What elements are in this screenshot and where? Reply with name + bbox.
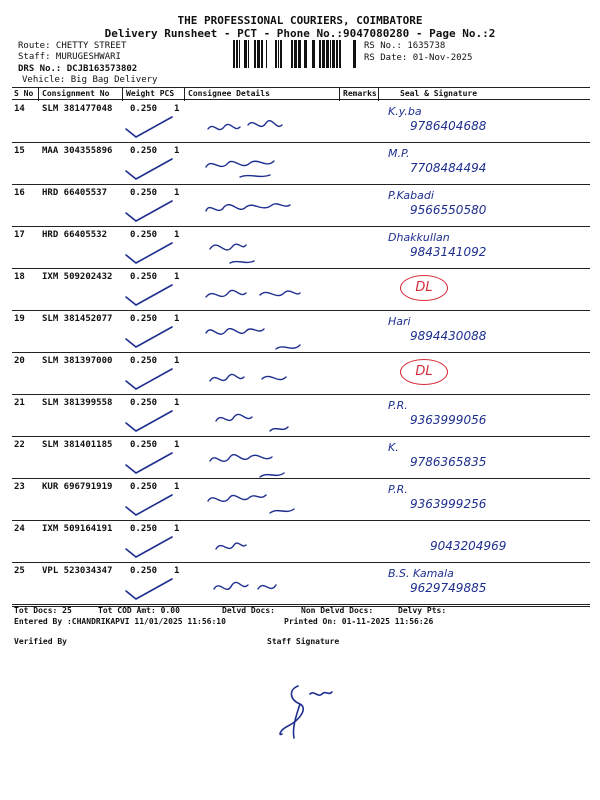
row-pcs: 1	[174, 272, 180, 282]
receiver-phone: 9786365835	[410, 455, 487, 469]
drs-number: DRS No.: DCJB163573802	[18, 64, 138, 74]
row-consignment-no: HRD 66405537	[42, 188, 108, 198]
col-divider	[122, 87, 123, 101]
staff-signature-scribble	[270, 676, 350, 746]
row-weight: 0.250	[130, 188, 158, 198]
receiver-name: K.y.ba	[388, 105, 422, 118]
row-sno: 20	[14, 356, 25, 366]
delivery-tick-and-consignee-signature	[120, 271, 350, 311]
row-weight: 0.250	[130, 146, 158, 156]
row-consignment-no: KUR 696791919	[42, 482, 113, 492]
delivered-stamp: DL	[400, 275, 448, 301]
col-remarks: Remarks	[343, 89, 377, 98]
row-pcs: 1	[174, 524, 180, 534]
rs-number: RS No.: 1635738	[364, 41, 446, 51]
delivery-points: Delvy Pts:	[398, 606, 447, 615]
col-divider	[184, 87, 185, 101]
row-pcs: 1	[174, 230, 180, 240]
table-row	[0, 479, 600, 521]
receiver-name: Dhakkullan	[388, 231, 450, 244]
row-consignment-no: SLM 381397000	[42, 356, 113, 366]
col-seal-signature: Seal & Signature	[400, 89, 478, 98]
row-pcs: 1	[174, 104, 180, 114]
receiver-phone: 9363999056	[410, 413, 487, 427]
col-divider	[339, 87, 340, 101]
rs-date: RS Date: 01-Nov-2025	[364, 53, 473, 63]
staff-label: Staff: MURUGESHWARI	[18, 52, 121, 62]
row-weight: 0.250	[130, 356, 158, 366]
receiver-phone: 9566550580	[410, 203, 487, 217]
table-row	[0, 437, 600, 479]
row-sno: 14	[14, 104, 25, 114]
row-weight: 0.250	[130, 524, 158, 534]
receiver-phone: 9363999256	[410, 497, 487, 511]
barcode-image	[233, 40, 358, 68]
receiver-phone: 9894430088	[410, 329, 487, 343]
delivery-tick-and-consignee-signature	[120, 523, 350, 563]
delivery-tick-and-consignee-signature	[120, 565, 350, 605]
verified-by: Verified By	[14, 637, 67, 646]
row-pcs: 1	[174, 188, 180, 198]
row-consignment-no: SLM 381401185	[42, 440, 113, 450]
row-sno: 19	[14, 314, 25, 324]
delivery-tick-and-consignee-signature	[120, 313, 350, 353]
row-pcs: 1	[174, 440, 180, 450]
row-sno: 16	[14, 188, 25, 198]
row-pcs: 1	[174, 566, 180, 576]
row-pcs: 1	[174, 482, 180, 492]
table-row	[0, 353, 600, 395]
row-weight: 0.250	[130, 314, 158, 324]
delivery-tick-and-consignee-signature	[120, 439, 350, 479]
row-weight: 0.250	[130, 440, 158, 450]
table-row	[0, 269, 600, 311]
receiver-phone: 7708484494	[410, 161, 487, 175]
receiver-phone: 9629749885	[410, 581, 487, 595]
col-divider	[378, 87, 379, 101]
row-consignment-no: SLM 381399558	[42, 398, 113, 408]
row-sno: 22	[14, 440, 25, 450]
table-row	[0, 521, 600, 563]
row-consignment-no: HRD 66405532	[42, 230, 108, 240]
delivery-tick-and-consignee-signature	[120, 481, 350, 521]
delivery-tick-and-consignee-signature	[120, 229, 350, 269]
table-row	[0, 101, 600, 143]
row-sno: 15	[14, 146, 25, 156]
table-row	[0, 185, 600, 227]
row-pcs: 1	[174, 356, 180, 366]
route-label: Route: CHETTY STREET	[18, 41, 127, 51]
table-row	[0, 563, 600, 605]
delivered-stamp: DL	[400, 359, 448, 385]
delivery-tick-and-consignee-signature	[120, 145, 350, 185]
receiver-phone: 9843141092	[410, 245, 487, 259]
row-weight: 0.250	[130, 272, 158, 282]
staff-signature-label: Staff Signature	[267, 637, 340, 646]
receiver-name: M.P.	[388, 147, 410, 160]
delivered-docs: Delvd Docs:	[222, 606, 275, 615]
total-docs: Tot Docs: 25	[14, 606, 72, 615]
runsheet-subtitle: Delivery Runsheet - PCT - Phone No.:9047080280 - Page No.:2	[104, 27, 496, 40]
printed-on: Printed On: 01-11-2025 11:56:26	[284, 617, 434, 626]
row-consignment-no: IXM 509164191	[42, 524, 113, 534]
table-row	[0, 311, 600, 353]
row-consignment-no: MAA 304355896	[42, 146, 113, 156]
delivery-tick-and-consignee-signature	[120, 355, 350, 395]
row-sno: 21	[14, 398, 25, 408]
row-sno: 25	[14, 566, 25, 576]
company-title: THE PROFESSIONAL COURIERS, COIMBATORE	[177, 14, 423, 27]
entered-by: Entered By :CHANDRIKAPVI 11/01/2025 11:56:10	[14, 617, 226, 626]
row-pcs: 1	[174, 398, 180, 408]
delivery-tick-and-consignee-signature	[120, 187, 350, 227]
receiver-phone: 9786404688	[410, 119, 487, 133]
total-cod: Tot COD Amt: 0.00	[98, 606, 180, 615]
row-weight: 0.250	[130, 104, 158, 114]
row-weight: 0.250	[130, 398, 158, 408]
receiver-name: K.	[388, 441, 399, 454]
table-row	[0, 395, 600, 437]
row-weight: 0.250	[130, 230, 158, 240]
non-delivered-docs: Non Delvd Docs:	[301, 606, 374, 615]
row-rule	[12, 604, 590, 605]
receiver-name: P.R.	[388, 483, 408, 496]
row-pcs: 1	[174, 314, 180, 324]
delivery-tick-and-consignee-signature	[120, 397, 350, 437]
receiver-name: P.R.	[388, 399, 408, 412]
table-top-rule	[12, 87, 590, 88]
row-consignment-no: SLM 381452077	[42, 314, 113, 324]
row-sno: 18	[14, 272, 25, 282]
row-consignment-no: SLM 381477048	[42, 104, 113, 114]
row-sno: 17	[14, 230, 25, 240]
row-pcs: 1	[174, 146, 180, 156]
table-row	[0, 227, 600, 269]
row-weight: 0.250	[130, 482, 158, 492]
row-weight: 0.250	[130, 566, 158, 576]
row-consignment-no: IXM 509202432	[42, 272, 113, 282]
col-divider	[38, 87, 39, 101]
receiver-name: P.Kabadi	[388, 189, 434, 202]
table-row	[0, 143, 600, 185]
row-consignment-no: VPL 523034347	[42, 566, 113, 576]
row-sno: 23	[14, 482, 25, 492]
header-rule	[12, 99, 590, 100]
receiver-phone: 9043204969	[430, 539, 507, 553]
col-sno: S No	[14, 89, 34, 98]
receiver-name: B.S. Kamala	[388, 567, 454, 580]
col-consignee: Consignee Details	[188, 89, 270, 98]
delivery-tick-and-consignee-signature	[120, 103, 350, 143]
col-weight-pcs: Weight PCS	[126, 89, 175, 98]
receiver-name: Hari	[388, 315, 411, 328]
col-consignment: Consignment No	[42, 89, 110, 98]
row-sno: 24	[14, 524, 25, 534]
vehicle-label: Vehicle: Big Bag Delivery	[22, 75, 158, 85]
